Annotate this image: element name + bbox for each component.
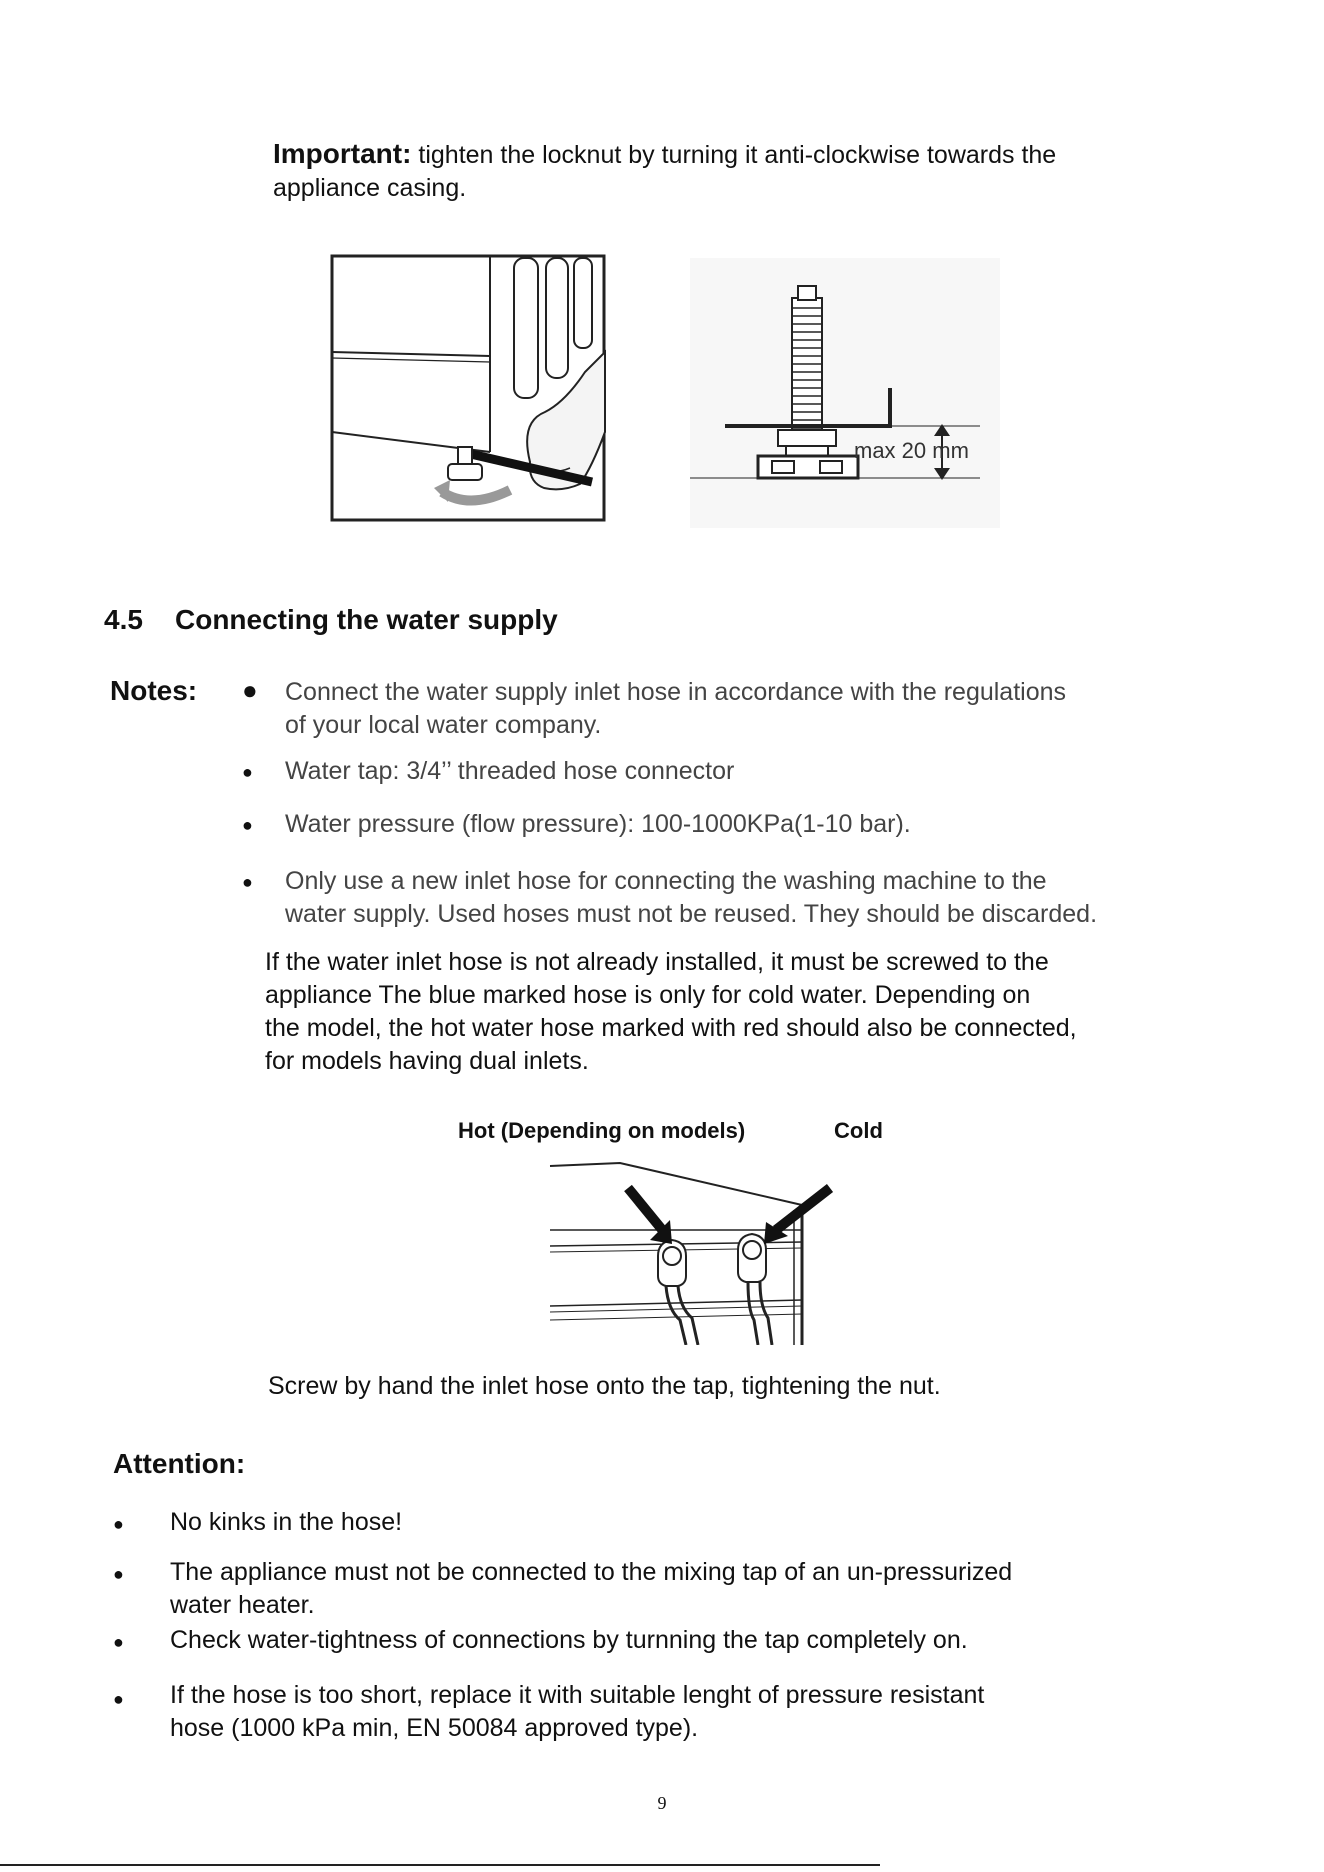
note-item: [285, 808, 1185, 841]
attention-item: [170, 1556, 1170, 1622]
foot-height-diagram: [690, 258, 1000, 528]
hot-label-text: Hot: [458, 1118, 495, 1143]
inlet-hose-paragraph: [265, 946, 1165, 1078]
hot-label: [458, 1118, 745, 1144]
bullet-icon: ●: [113, 1689, 124, 1709]
bullet-icon: ●: [242, 675, 258, 705]
note-item-line1: Only use a new inlet hose for connecting the washing machine to the: [285, 867, 1047, 895]
cold-label: Cold: [834, 1118, 883, 1143]
paragraph-line: appliance The blue marked hose is only for cold water. Depending on: [265, 981, 1031, 1009]
section-title: Connecting the water supply: [175, 604, 558, 635]
attention-item-line2: water heater.: [170, 1591, 315, 1619]
important-label: Important:: [273, 138, 412, 169]
bullet-icon: ●: [242, 872, 253, 892]
bullet-icon: ●: [242, 762, 253, 782]
paragraph-line: If the water inlet hose is not already installed, it must be screwed to the: [265, 948, 1049, 976]
attention-item: [170, 1506, 1170, 1539]
inlet-hoses-illustration: [540, 1160, 840, 1345]
note-item-line2: of your local water company.: [285, 711, 602, 739]
footer-rule: [0, 1864, 880, 1866]
attention-title: Attention:: [113, 1448, 246, 1479]
max-20mm-label: max 20 mm: [854, 438, 969, 463]
notes-label: Notes:: [110, 675, 198, 706]
note-item-line1: Water pressure (flow pressure): 100-1000KPa(1-10 bar).: [285, 810, 911, 838]
section-number: 4.5: [104, 604, 143, 635]
important-note: [273, 137, 1173, 205]
note-item: [285, 755, 1185, 788]
bullet-icon: ●: [113, 1632, 124, 1652]
note-item: [285, 865, 1205, 931]
attention-item-line1: Check water-tightness of connections by turnning the tap completely on.: [170, 1626, 968, 1654]
attention-item-line1: No kinks in the hose!: [170, 1508, 403, 1536]
screw-instruction: Screw by hand the inlet hose onto the tap, tightening the nut.: [268, 1372, 941, 1400]
attention-item-line1: The appliance must not be connected to the mixing tap of an un-pressurized: [170, 1558, 1013, 1586]
attention-item: [170, 1679, 1170, 1745]
page-number: 9: [657, 1793, 667, 1813]
note-item-line2: water supply. Used hoses must not be reused. They should be discarded.: [285, 900, 1098, 928]
note-item-line1: Water tap: 3/4’’ threaded hose connector: [285, 757, 735, 785]
paragraph-line: the model, the hot water hose marked with red should also be connected,: [265, 1014, 1077, 1042]
bullet-icon: ●: [113, 1514, 124, 1534]
attention-item: [170, 1624, 1170, 1657]
note-item: [285, 676, 1185, 742]
bullet-icon: ●: [113, 1564, 124, 1584]
locknut-illustration: [330, 252, 610, 524]
important-text-line2: appliance casing.: [273, 174, 467, 202]
important-text-line1: tighten the locknut by turning it anti-clockwise towards the: [411, 141, 1057, 169]
note-item-line1: Connect the water supply inlet hose in accordance with the regulations: [285, 678, 1067, 706]
attention-item-line2: hose (1000 kPa min, EN 50084 approved type).: [170, 1714, 699, 1742]
attention-item-line1: If the hose is too short, replace it with suitable lenght of pressure resistant: [170, 1681, 985, 1709]
bullet-icon: ●: [242, 815, 253, 835]
paragraph-line: for models having dual inlets.: [265, 1047, 589, 1075]
hot-label-note: (Depending on models): [494, 1118, 746, 1143]
